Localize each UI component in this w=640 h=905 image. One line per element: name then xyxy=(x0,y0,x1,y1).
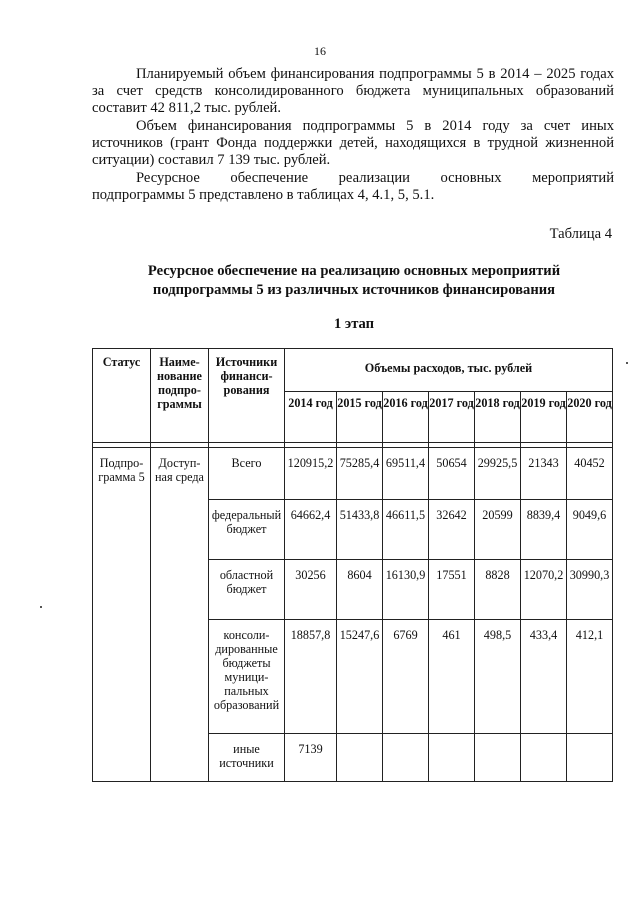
value-cell xyxy=(429,500,475,560)
source-text: иные источники xyxy=(219,742,274,770)
source-cell xyxy=(209,500,285,560)
value-cell xyxy=(337,734,383,782)
value-text: 64662,4 xyxy=(290,508,331,522)
value-text: 40452 xyxy=(574,456,605,470)
status-cell xyxy=(93,448,151,782)
value-text: 461 xyxy=(442,628,461,642)
value-cell xyxy=(567,734,613,782)
value-text: 46611,5 xyxy=(385,508,426,522)
value-cell xyxy=(567,500,613,560)
source-text: консоли-дированные бюджеты муници-пальных образований xyxy=(213,628,280,712)
source-text: федеральный бюджет xyxy=(211,508,282,536)
year-header xyxy=(521,392,567,443)
value-cell xyxy=(475,448,521,500)
value-cell xyxy=(383,448,429,500)
value-text: 29925,5 xyxy=(477,456,518,470)
value-text xyxy=(429,734,474,742)
value-text: 21343 xyxy=(528,456,559,470)
value-cell xyxy=(475,620,521,734)
value-text: 7139 xyxy=(298,742,323,756)
value-cell xyxy=(429,448,475,500)
value-text: 75285,4 xyxy=(339,456,380,470)
value-cell xyxy=(521,500,567,560)
table-label: Таблица 4 xyxy=(549,226,612,242)
value-text: 6769 xyxy=(393,628,418,642)
value-cell xyxy=(285,734,337,782)
program-name-text: Доступ-ная среда xyxy=(155,456,204,484)
year-header xyxy=(337,392,383,443)
value-text: 12070,2 xyxy=(523,568,564,582)
value-cell xyxy=(429,560,475,620)
year-header xyxy=(285,392,337,443)
value-cell xyxy=(285,560,337,620)
year-label: 2015 год xyxy=(337,396,382,410)
table-header-row xyxy=(93,349,613,392)
value-cell xyxy=(429,734,475,782)
header-volumes xyxy=(285,349,613,392)
value-text: 51433,8 xyxy=(339,508,380,522)
value-text: 30256 xyxy=(295,568,326,582)
value-text: 433,4 xyxy=(529,628,558,642)
value-text: 30990,3 xyxy=(569,568,610,582)
status-text: Подпро-грамма 5 xyxy=(98,456,145,484)
value-text: 69511,4 xyxy=(385,456,426,470)
value-cell xyxy=(383,560,429,620)
source-cell xyxy=(209,448,285,500)
value-cell xyxy=(567,560,613,620)
source-cell xyxy=(209,620,285,734)
year-header xyxy=(429,392,475,443)
source-cell xyxy=(209,734,285,782)
value-cell xyxy=(475,560,521,620)
value-text: 20599 xyxy=(482,508,513,522)
value-text xyxy=(567,734,612,742)
value-cell xyxy=(337,500,383,560)
value-cell xyxy=(521,560,567,620)
paragraph-funding-2014: Объем финансирования подпрограммы 5 в 2014 году за счет иных источников (грант Фонда поддержки детей, находящихся в трудной жизненной ситуации) составил 7 139 тыс. рублей. xyxy=(92,118,614,169)
paragraph-resource-reference xyxy=(92,170,614,204)
year-label: 2020 год xyxy=(567,396,612,410)
value-text: 412,1 xyxy=(575,628,604,642)
paragraph-funding-plan: Планируемый объем финансирования подпрограммы 5 в 2014 – 2025 годах за счет средств консолидированного бюджета муниципальных образований составит 42 811,2 тыс. рублей. xyxy=(92,66,614,117)
table-title-line: подпрограммы 5 из различных источников финансирования xyxy=(152,282,556,298)
value-cell xyxy=(429,620,475,734)
value-cell xyxy=(475,500,521,560)
program-name-cell xyxy=(151,448,209,782)
header-sources xyxy=(209,349,285,443)
year-label: 2018 год xyxy=(475,396,520,410)
value-cell xyxy=(567,620,613,734)
value-text: 498,5 xyxy=(483,628,512,642)
value-text: 8604 xyxy=(347,568,372,582)
value-cell xyxy=(337,560,383,620)
table-title-line: Ресурсное обеспечение на реализацию основных мероприятий xyxy=(147,263,561,279)
value-cell xyxy=(475,734,521,782)
value-cell xyxy=(285,448,337,500)
paragraph-line: Ресурсное обеспечение реализации основных мероприятий xyxy=(136,170,614,186)
value-text: 8828 xyxy=(485,568,510,582)
value-cell xyxy=(383,620,429,734)
year-header xyxy=(567,392,613,443)
value-text: 50654 xyxy=(436,456,467,470)
scan-speck xyxy=(40,606,42,608)
value-cell xyxy=(285,620,337,734)
year-header xyxy=(383,392,429,443)
value-cell xyxy=(383,500,429,560)
value-text xyxy=(383,734,428,742)
year-header xyxy=(475,392,521,443)
value-text: 9049,6 xyxy=(572,508,607,522)
paragraph-line: подпрограммы 5 представлено в таблицах 4, 4.1, 5, 5.1. xyxy=(92,187,435,204)
header-status-text: Статус xyxy=(102,355,141,369)
header-program-name-text: Наиме-нование подпро-граммы xyxy=(157,355,202,411)
source-text: областной бюджет xyxy=(219,568,274,596)
value-text: 15247,6 xyxy=(339,628,380,642)
value-cell xyxy=(285,500,337,560)
table-title xyxy=(90,262,618,300)
year-label: 2019 год xyxy=(521,396,566,410)
value-cell xyxy=(567,448,613,500)
stage-label: 1 этап xyxy=(333,316,375,332)
year-label: 2017 год xyxy=(429,396,474,410)
value-text: 120915,2 xyxy=(287,456,334,470)
source-text: Всего xyxy=(231,456,262,470)
source-cell xyxy=(209,560,285,620)
header-sources-text: Источники финанси-рования xyxy=(215,355,278,397)
value-text xyxy=(521,734,566,742)
value-text: 32642 xyxy=(436,508,467,522)
value-cell xyxy=(521,620,567,734)
page-number: 16 xyxy=(314,44,326,58)
value-text xyxy=(475,734,520,742)
value-cell xyxy=(521,448,567,500)
value-text: 8839,4 xyxy=(526,508,561,522)
value-text: 18857,8 xyxy=(290,628,331,642)
year-label: 2014 год xyxy=(288,396,333,410)
scan-speck xyxy=(626,362,628,364)
header-volumes-text: Объемы расходов, тыс. рублей xyxy=(364,361,533,375)
header-program-name xyxy=(151,349,209,443)
value-text: 16130,9 xyxy=(385,568,426,582)
year-label: 2016 год xyxy=(383,396,428,410)
value-cell xyxy=(383,734,429,782)
value-cell xyxy=(521,734,567,782)
value-text xyxy=(337,734,382,742)
value-cell xyxy=(337,620,383,734)
header-status xyxy=(93,349,151,443)
funding-table xyxy=(92,348,613,782)
value-cell xyxy=(337,448,383,500)
value-text: 17551 xyxy=(436,568,467,582)
table-row xyxy=(93,448,613,500)
